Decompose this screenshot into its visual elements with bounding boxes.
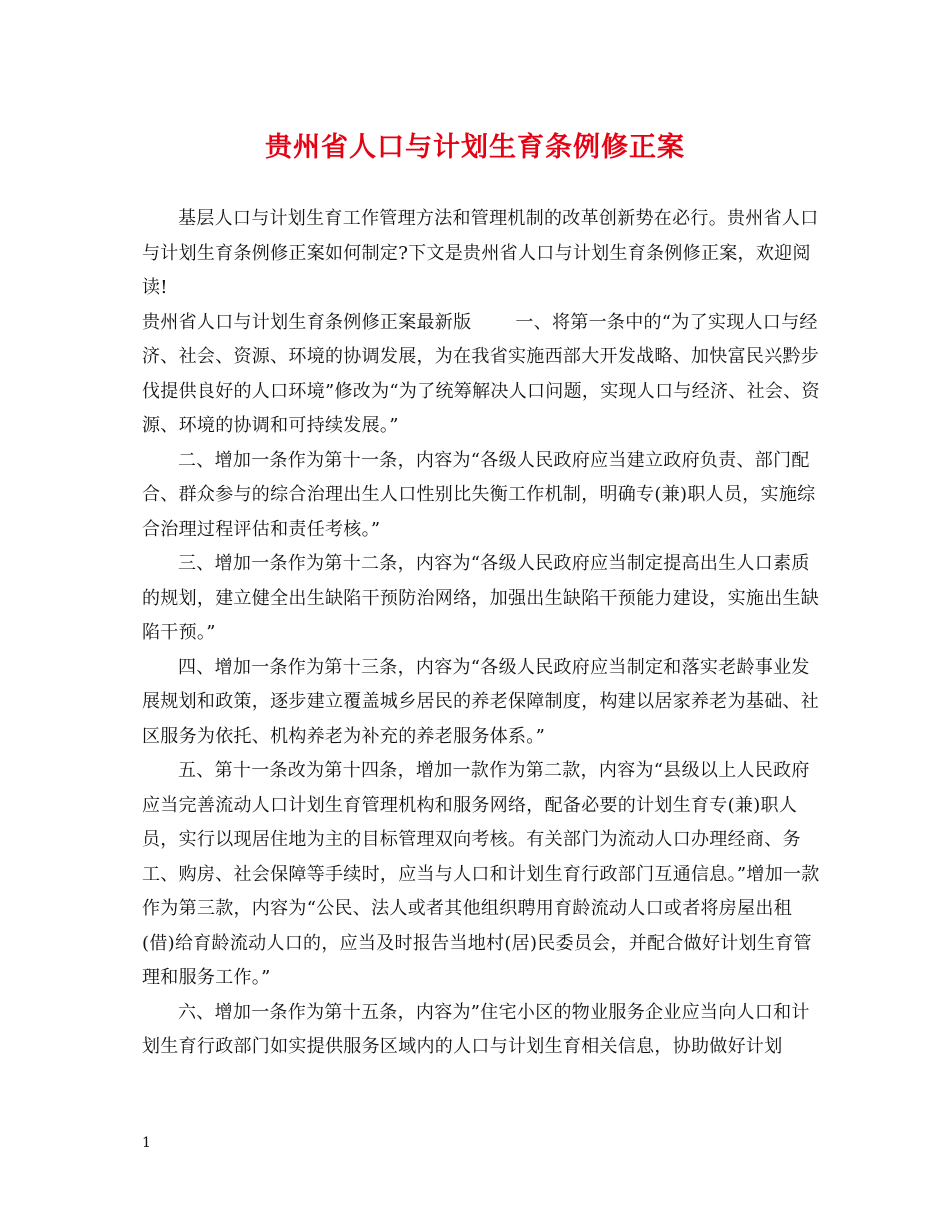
amendment-6: 六、增加一条作为第十五条，内容为”住宅小区的物业服务企业应当向人口和计划生育行政部门如实提供服务区域内的人口与计划生育相关信息，协助做好计划 [142, 1001, 810, 1057]
intro-paragraph: 基层人口与计划生育工作管理方法和管理机制的改革创新势在必行。贵州省人口与计划生育条例修正案如何制定?下文是贵州省人口与计划生育条例修正案，欢迎阅读! [142, 208, 819, 298]
amendment-3: 三、增加一条作为第十二条，内容为“各级人民政府应当制定提高出生人口素质的规划，建立健全出生缺陷干预防治网络，加强出生缺陷干预能力建设，实施出生缺陷干预。” [142, 553, 820, 643]
section-paragraph-1 [142, 306, 822, 444]
amendment-1: 一、将第一条中的“为了实现人口与经济、社会、资源、环境的协调发展，为在我省实施西部大开发战略、加快富民兴黔步伐提供良好的人口环境”修改为“为了统筹解决人口问题，实现人口与经济、社会、资源、环境的协调和可持续发展。” [142, 311, 820, 436]
amendment-2: 二、增加一条作为第十一条，内容为“各级人民政府应当建立政府负责、部门配合、群众参与的综合治理出生人口性别比失衡工作机制，明确专(兼)职人员，实施综合治理过程评估和责任考核。” [142, 449, 816, 540]
section-heading: 贵州省人口与计划生育条例修正案最新版 [142, 311, 472, 333]
amendment-5: 五、第十一条改为第十四条，增加一款作为第二款，内容为“县级以上人民政府应当完善流动人口计划生育管理机构和服务网络，配备必要的计划生育专(兼)职人员，实行以现居住地为主的目标管理双向考核。有关部门为流动人口办理经商、务工、购房、社会保障等手续时，应当与人口和计划生育行政部门互通信息。”增加一款作为第三款，内容为“公民、法人或者其他组织聘用育龄流动人口或者将房屋出租(借)给育龄流动人口的，应当及时报告当地村(居)民委员会，并配合做好计划生育管理和服务工作。” [142, 760, 820, 988]
page-number: 1 [142, 1135, 151, 1151]
document-body [142, 202, 822, 1065]
document-title: 贵州省人口与计划生育条例修正案 [265, 132, 685, 163]
amendment-4: 四、增加一条作为第十三条，内容为“各级人民政府应当制定和落实老龄事业发展规划和政策，逐步建立覆盖城乡居民的养老保障制度，构建以居家养老为基础、社区服务为依托、机构养老为补充的养老服务体系。” [142, 656, 820, 747]
